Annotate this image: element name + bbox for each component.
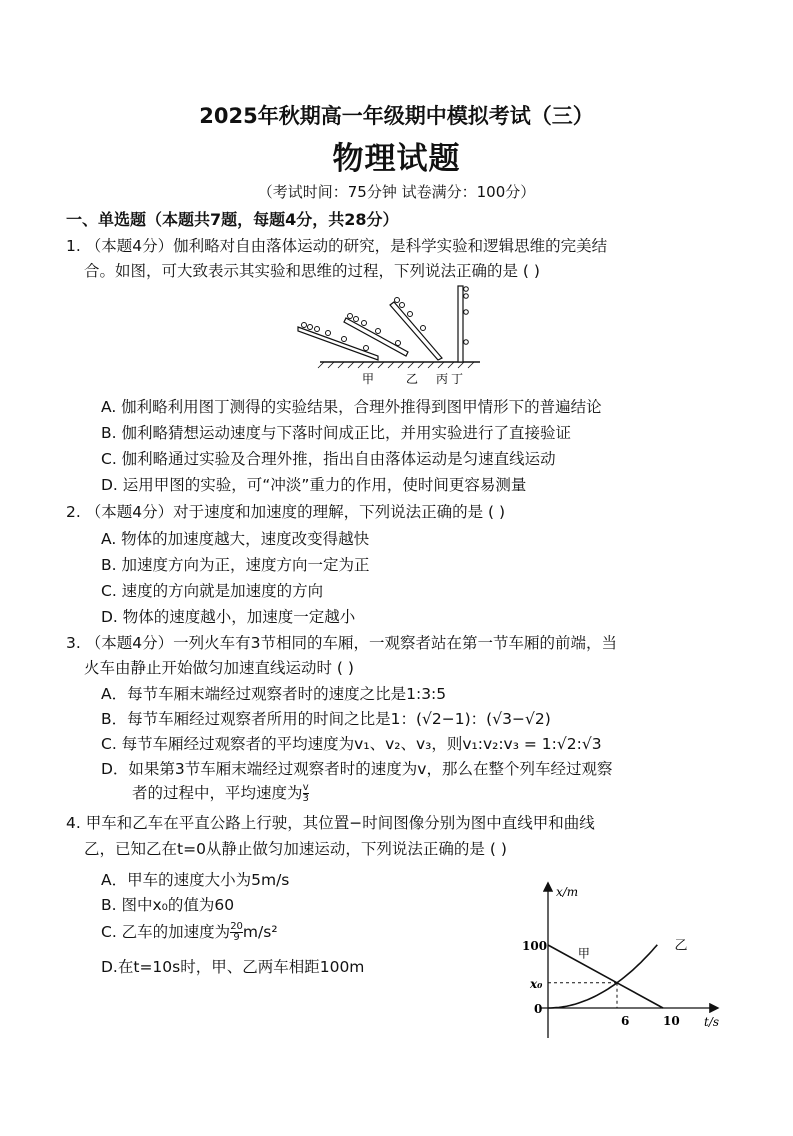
fig-label-ding: 丁 [451,372,464,386]
q3-option-c: C. 每节车厢经过观察者的平均速度为v₁、v₂、v₃，则v₁:v₂:v₃ = 1:√2:√3 [101,735,602,753]
y-axis-label: x/m [556,885,579,899]
q4-option-c [101,920,278,943]
q2-option-d: D. 物体的速度越小，加速度一定越小 [101,608,356,626]
q1-option-c: C. 伽利略通过实验及合理外推，指出自由落体运动是匀速直线运动 [101,450,556,468]
q4-option-c-text: C. 乙车的加速度为 [101,923,231,941]
y-tick-100: 100 [522,939,548,953]
series-jia-line [548,945,663,1008]
q3-option-d-line2 [132,781,309,804]
fig-label-jia: 甲 [362,372,375,386]
frac-denominator: 3 [302,793,309,804]
frac-numerator: 20 [230,921,243,932]
q3-option-d-line1: D．如果第3节车厢末端经过观察者时的速度为v，那么在整个列车经过观察 [101,760,613,778]
q4-option-a: A．甲车的速度大小为5m/s [101,871,290,889]
section-heading: 一、单选题（本题共7题，每题4分，共28分） [66,210,399,229]
exam-title: 2025年秋期高一年级期中模拟考试（三） [199,104,594,128]
q2-option-a: A. 物体的加速度越大，速度改变得越快 [101,530,370,548]
fig-label-bing: 丙 [436,372,449,386]
series-jia-label: 甲 [577,946,590,961]
q3-stem-line2: 火车由静止开始做匀加速直线运动时 ( ) [84,659,354,677]
q2-stem: 2. （本题4分）对于速度和加速度的理解，下列说法正确的是 ( ) [66,503,506,521]
q4-option-c-fraction [230,922,243,943]
frac-denominator: 9 [230,932,243,943]
x-tick-10: 10 [663,1014,680,1028]
q3-option-a: A．每节车厢末端经过观察者时的速度之比是1:3:5 [101,685,447,703]
xt-chart [512,878,732,1040]
q1-stem-line2: 合。如图，可大致表示其实验和思维的过程，下列说法正确的是 ( ) [84,262,540,280]
q3-option-b: B．每节车厢经过观察者所用的时间之比是1：(√2−1)：(√3−√2) [101,710,551,728]
q4-option-d: D.在t=10s时，甲、乙两车相距100m [101,958,365,976]
exam-info: （考试时间：75分钟 试卷满分：100分） [257,183,536,201]
subject-title: 物理试题 [332,141,461,177]
frac-numerator: v [302,782,309,793]
q3-option-d-text: 者的过程中，平均速度为 [132,784,303,802]
q4-stem-line2: 乙，已知乙在t=0从静止做匀加速运动，下列说法正确的是 ( ) [84,840,507,858]
q2-option-b: B. 加速度方向为正，速度方向一定为正 [101,556,370,574]
q4-option-c-unit: m/s² [242,923,278,941]
origin-label: 0 [534,1002,543,1016]
q2-option-c: C. 速度的方向就是加速度的方向 [101,582,324,600]
q3-stem-line1: 3. （本题4分）一列火车有3节相同的车厢，一观察者站在第一节车厢的前端，当 [66,634,617,652]
q1-stem-line1: 1. （本题4分）伽利略对自由落体运动的研究，是科学实验和逻辑思维的完美结 [66,237,608,255]
q4-option-b: B. 图中x₀的值为60 [101,896,235,914]
series-yi-label: 乙 [674,938,688,954]
q4-stem-line1: 4. 甲车和乙车在平直公路上行驶，其位置−时间图像分别为图中直线甲和曲线 [66,814,595,832]
q1-option-a: A. 伽利略利用图丁测得的实验结果，合理外推得到图甲情形下的普遍结论 [101,398,602,416]
y-tick-x0: x₀ [530,977,543,991]
x-axis-label: t/s [704,1015,720,1029]
fig-label-yi: 乙 [406,372,419,386]
q1-option-b: B. 伽利略猜想运动速度与下落时间成正比，并用实验进行了直接验证 [101,424,571,442]
x-tick-6: 6 [621,1014,630,1028]
q3-option-d-fraction [303,783,309,804]
q1-option-d: D. 运用甲图的实验，可“冲淡”重力的作用，使时间更容易测量 [101,476,527,494]
incline-figure [290,282,490,387]
